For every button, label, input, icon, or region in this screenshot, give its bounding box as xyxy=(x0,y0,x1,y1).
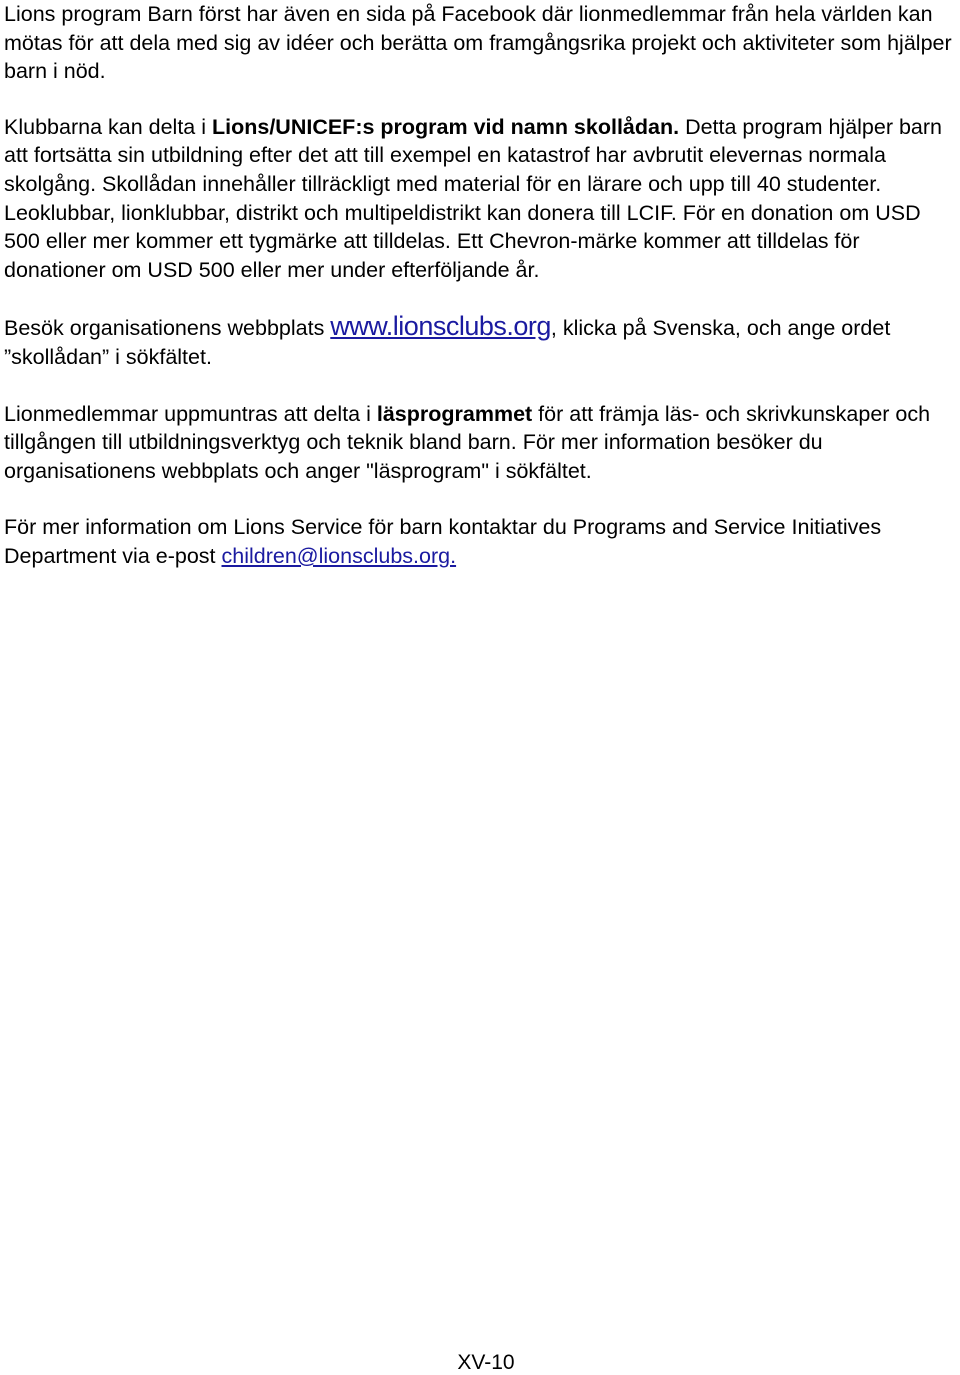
paragraph-reading-program xyxy=(4,400,958,486)
school-box-program-name: Lions/UNICEF:s program vid namn skollådan. xyxy=(211,114,680,139)
paragraph-website xyxy=(4,312,958,371)
school-box-details-text: Detta program hjälper barn att fortsätta sin utbildning efter det att till exempel en katastrof har avbrutit elevernas normala skolgång. Skollådan innehåller tillräckligt med material för en lärare och upp till 40 studenter. Leoklubbar, lionklubbar, distrikt och multipeldistrikt kan donera till LCIF. För en donation om USD 500 eller mer kommer ett tygmärke att tilldelas. Ett Chevron-märke kommer att tilldelas för donationer om USD 500 eller mer under efterföljande år. xyxy=(4,114,943,282)
document-page xyxy=(4,0,958,571)
school-box-intro-text: Klubbarna kan delta i xyxy=(4,114,212,139)
contact-email-link[interactable]: children@lionsclubs.org. xyxy=(221,543,457,568)
reading-program-details-text: för att främja läs- och skrivkunskaper och tillgången till utbildningsverktyg och teknik bland barn. För mer information besöker du organisationens webbplats och anger "läsprogram" i sökfältet. xyxy=(4,401,931,483)
website-instruction-text: , klicka på Svenska, och ange ordet ”skollådan” i sökfältet. xyxy=(4,316,891,369)
website-intro-text: Besök organisationens webbplats xyxy=(4,316,331,341)
paragraph-facebook xyxy=(4,0,958,86)
paragraph-facebook-text: Lions program Barn först har även en sida på Facebook där lionmedlemmar från hela världen kan mötas för att dela med sig av idéer och berätta om framgångsrika projekt och aktiviteter som hjälper barn i nöd. xyxy=(4,2,952,84)
reading-program-name: läsprogrammet xyxy=(376,401,533,426)
lionsclubs-website-link[interactable]: www.lionsclubs.org xyxy=(330,311,551,342)
reading-program-intro-text: Lionmedlemmar uppmuntras att delta i xyxy=(4,401,377,426)
contact-intro-text: För mer information om Lions Service för barn kontaktar du Programs and Service Initiatives Department via e-post xyxy=(4,515,882,568)
paragraph-school-box xyxy=(4,113,958,285)
page-number: XV-10 xyxy=(457,1351,515,1374)
paragraph-contact xyxy=(4,513,958,570)
